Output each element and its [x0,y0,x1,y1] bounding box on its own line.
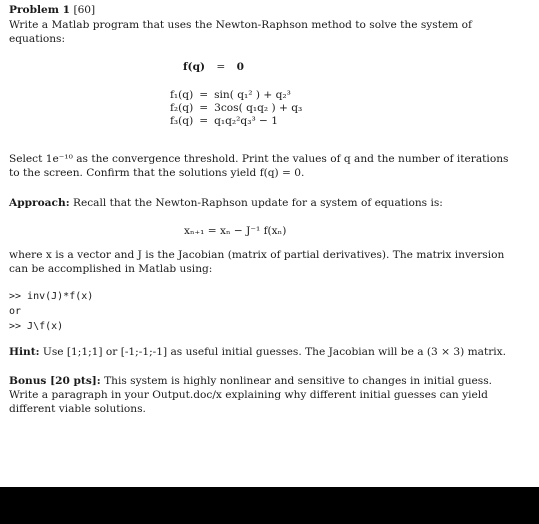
equation-lhs: f₂(q) [170,102,194,114]
code-line-1: >> inv(J)*f(x) [9,291,94,302]
main-equation [183,61,244,74]
equation-rel: = [199,89,209,101]
equation-rhs: sin( q₁² ) + q₂³ [214,89,291,101]
main-equation-rhs: 0 [236,61,245,73]
bottom-black-bar [0,487,539,524]
intro-line-2: equations: [9,33,66,45]
approach-heading: Approach: [9,197,70,209]
equation-rhs: q₁q₂²q₃³ − 1 [214,115,279,127]
task-line-1: Select 1e⁻¹⁰ as the convergence threshold. Print the values of q and the number of iterations [9,153,509,165]
approach-text: Recall that the Newton-Raphson update for a system of equations is: [72,197,443,209]
main-equation-rel: = [216,61,226,73]
code-or: or [9,306,22,317]
main-equation-lhs: f(q) [183,61,205,73]
code-line-2: >> J\f(x) [9,321,64,332]
bonus-text-1: This system is highly nonlinear and sensitive to changes in initial guess. [104,375,493,387]
where-line-2: can be accomplished in Matlab using: [9,263,213,275]
problem-title: Problem 1 [9,4,71,16]
equation-system [170,89,302,128]
bonus-line-3: different viable solutions. [9,403,146,415]
equation-lhs: f₃(q) [170,115,194,127]
where-line-1: where x is a vector and J is the Jacobian (matrix of partial derivatives). The matrix inversion [9,249,505,261]
equation-rel: = [199,115,209,127]
equation-rhs: 3cos( q₁q₂ ) + q₃ [214,102,303,114]
hint-line [9,346,506,359]
update-equation: xₙ₊₁ = xₙ − J⁻¹ f(xₙ) [184,225,287,237]
equation-lhs: f₁(q) [170,89,194,101]
hint-heading: Hint: [9,346,40,358]
problem-heading [9,4,95,17]
bonus-line-2: Write a paragraph in your Output.doc/x explaining why different initial guesses can yield [9,389,488,401]
bonus-line-1 [9,375,492,388]
intro-line-1: Write a Matlab program that uses the Newton-Raphson method to solve the system of [9,19,472,31]
equation-row [170,115,302,128]
equation-row [170,89,302,102]
approach-line [9,197,443,210]
bonus-heading: Bonus [20 pts]: [9,375,101,387]
hint-text: Use [1;1;1] or [-1;-1;-1] as useful initial guesses. The Jacobian will be a (3 × 3) matrix. [42,346,507,358]
equation-row [170,102,302,115]
problem-points: [60] [73,4,96,16]
equation-rel: = [199,102,209,114]
task-line-2: to the screen. Confirm that the solutions yield f(q) = 0. [9,167,305,179]
